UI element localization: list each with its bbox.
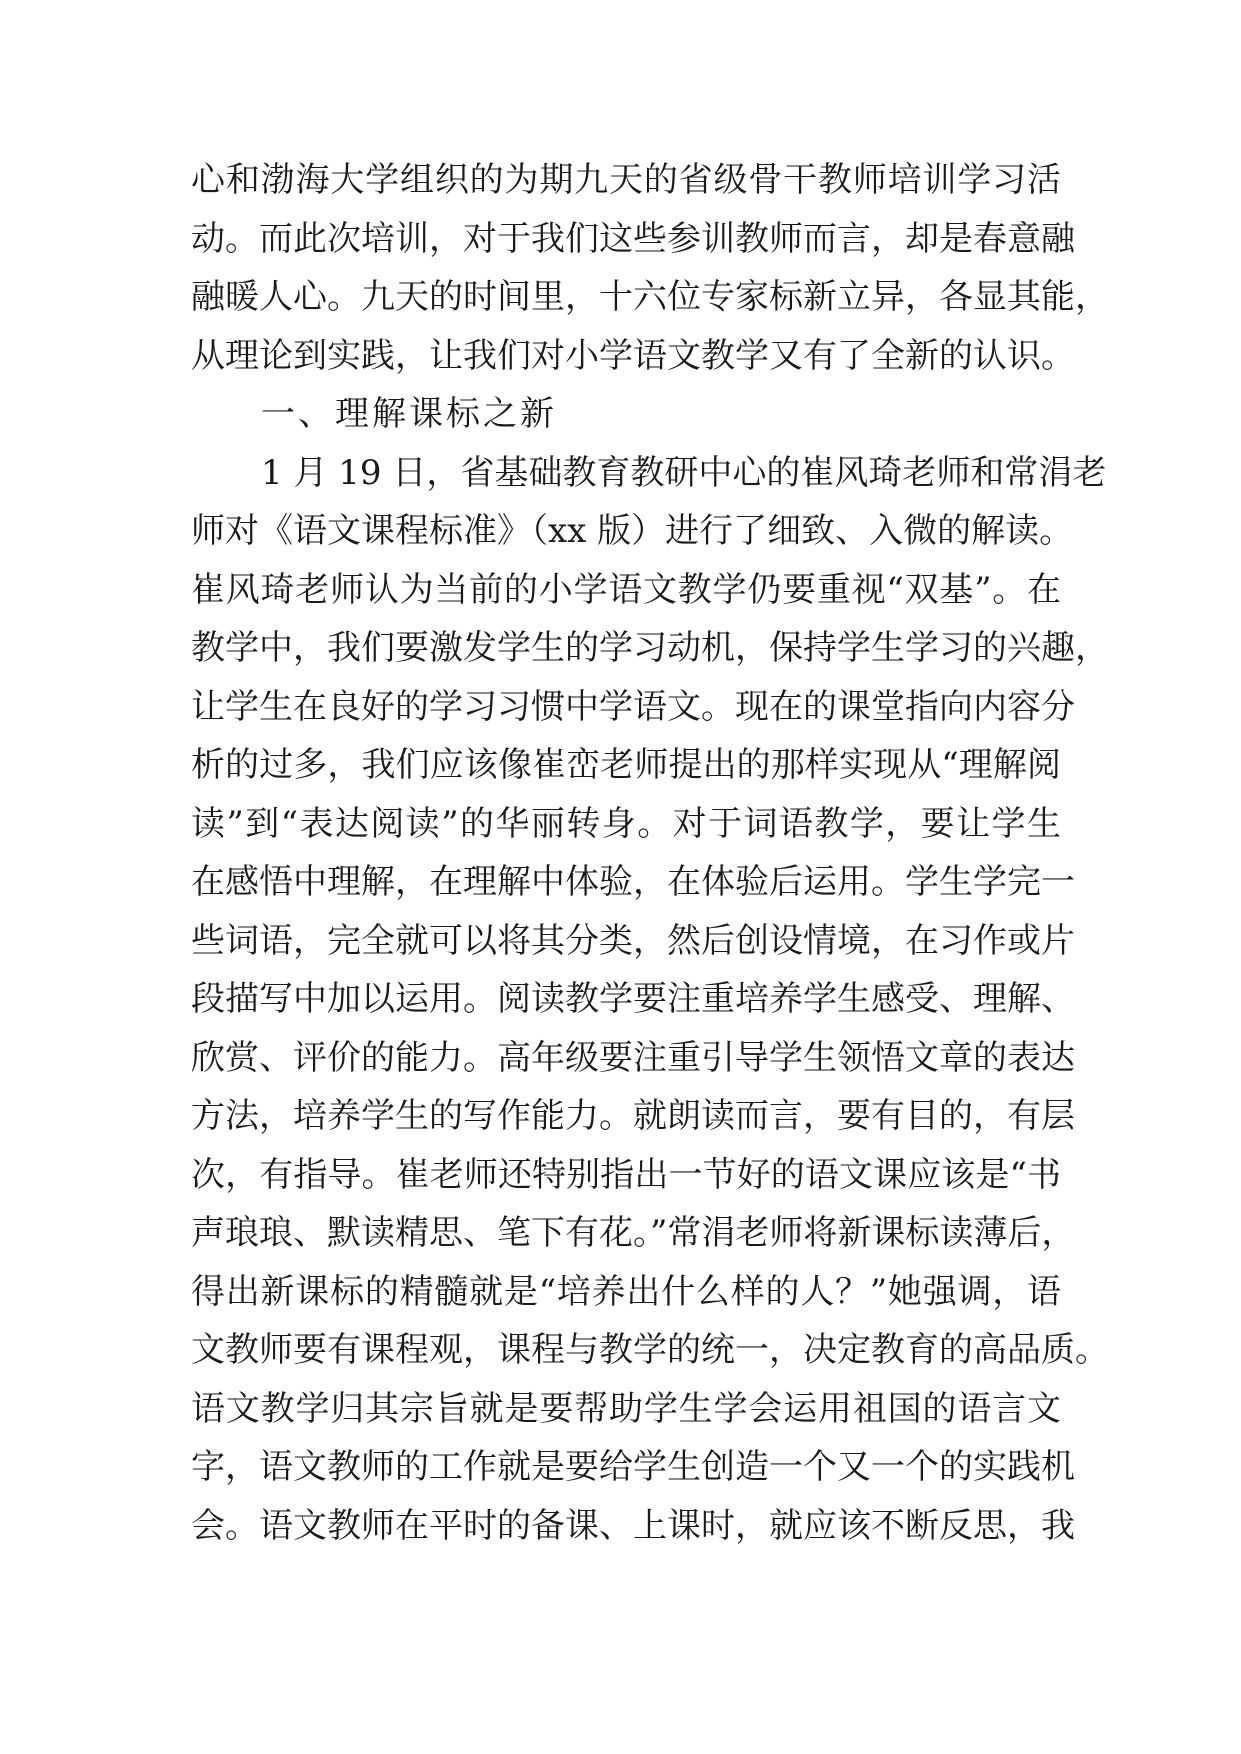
text-line: 动。而此次培训，对于我们这些参训教师而言，却是春意融 — [191, 218, 1075, 259]
text-line: 师对《语文课程标准》（xx 版）进行了细致、入微的解读。 — [191, 511, 1074, 551]
text-line: 析的过多，我们应该像崔峦老师提出的那样实现从“理解阅 — [191, 745, 1061, 785]
text-line: 读”到“表达阅读”的华丽转身。对于词语教学，要让学生 — [191, 803, 1061, 844]
section-heading: 一、理解课标之新 — [261, 394, 557, 434]
text-line: 声琅琅、默读精思、笔下有花。”常涓老师将新课标读薄后， — [191, 1213, 1076, 1253]
text-line: 方法，培养学生的写作能力。就朗读而言，要有目的，有层 — [191, 1096, 1075, 1136]
text-line: 在感悟中理解，在理解中体验，在体验后运用。学生学完一 — [191, 862, 1075, 902]
text-line: 融暖人心。九天的时间里，十六位专家标新立异，各显其能， — [191, 277, 1109, 317]
text-line: 段描写中加以运用。阅读教学要注重培养学生感受、理解、 — [191, 979, 1075, 1019]
text-line: 会。语文教师在平时的备课、上课时，就应该不断反思，我 — [191, 1505, 1075, 1546]
text-line: 教学中，我们要激发学生的学习动机，保持学生学习的兴趣， — [191, 628, 1109, 668]
text-line: 语文教学归其宗旨就是要帮助学生学会运用祖国的语言文 — [191, 1388, 1061, 1429]
text-line: 次，有指导。崔老师还特别指出一节好的语文课应该是“书 — [191, 1154, 1061, 1195]
text-line: 字，语文教师的工作就是要给学生创造一个又一个的实践机 — [191, 1447, 1075, 1487]
text-line: 让学生在良好的学习习惯中学语文。现在的课堂指向内容分 — [191, 686, 1075, 727]
text-line: 文教师要有课程观，课程与教学的统一，决定教育的高品质。 — [191, 1330, 1109, 1370]
text-line: 得出新课标的精髓就是“培养出什么样的人？”她强调，语 — [191, 1271, 1061, 1312]
text-line: 心和渤海大学组织的为期九天的省级骨干教师培训学习活 — [191, 160, 1061, 200]
text-line: 崔风琦老师认为当前的小学语文教学仍要重视“双基”。在 — [191, 569, 1061, 610]
text-line: 欣赏、评价的能力。高年级要注重引导学生领悟文章的表达 — [191, 1037, 1075, 1078]
body-text — [191, 151, 1109, 1555]
text-line: 1 月 19 日，省基础教育教研中心的崔风琦老师和常涓老 — [261, 452, 1107, 493]
text-line: 从理论到实践，让我们对小学语文教学又有了全新的认识。 — [191, 335, 1075, 376]
text-line: 些词语，完全就可以将其分类，然后创设情境，在习作或片 — [191, 920, 1075, 961]
